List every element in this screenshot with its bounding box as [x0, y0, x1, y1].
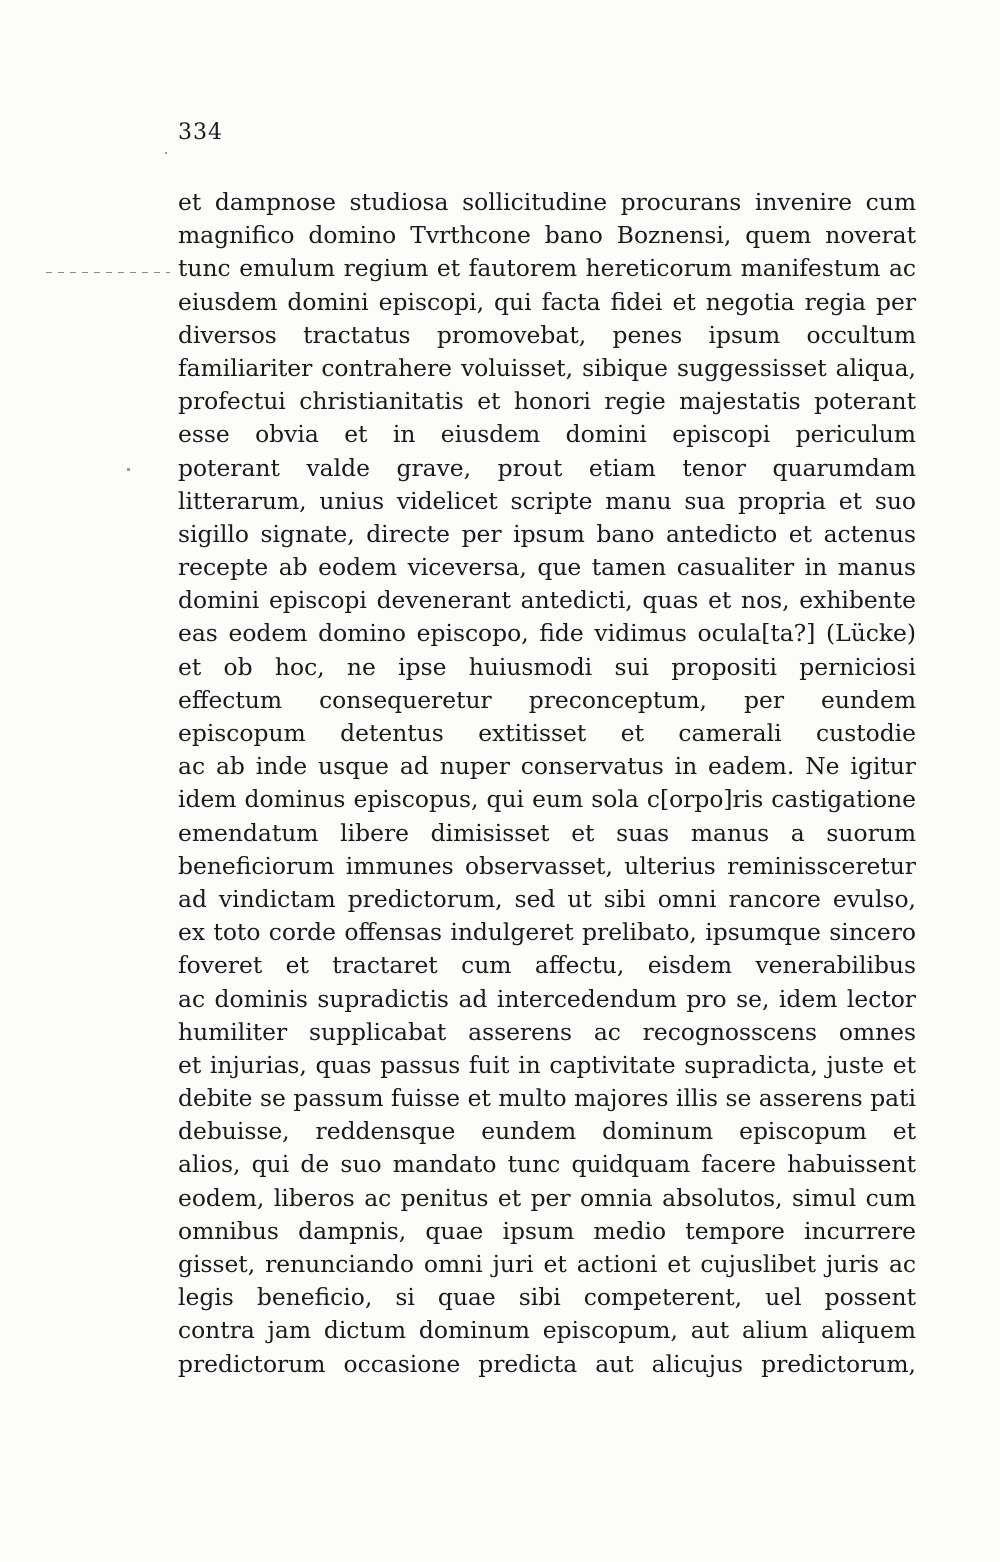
text-line: ex toto corde offensas indulgeret prelibato, ipsumque sincero [178, 918, 916, 947]
text-line: ac dominis supradictis ad intercedendum pro se, idem lector [178, 984, 916, 1013]
text-line: ad vindictam predictorum, sed ut sibi omni rancore evulso, [178, 884, 916, 913]
text-line: gisset, renunciando omni juri et actioni et cujuslibet juris ac [178, 1250, 916, 1278]
text-line: profectui christianitatis et honori regie majestatis poterant [178, 387, 916, 416]
text-line: idem dominus episcopus, qui eum sola c[orpo]ris castigatione [178, 785, 916, 814]
text-line: eas eodem domino episcopo, fide vidimus ocula[ta?] (Lücke) [178, 619, 916, 648]
text-line: familiariter contrahere voluisset, sibique suggessisset aliqua, [178, 353, 916, 382]
text-line: recepte ab eodem viceversa, que tamen casualiter in manus [178, 553, 916, 582]
text-line: sigillo signate, directe per ipsum bano antedicto et actenus [178, 519, 916, 548]
text-line: et dampnose studiosa sollicitudine procurans invenire cum [178, 188, 916, 216]
text-line: omnibus dampnis, quae ipsum medio tempore incurrere [178, 1216, 916, 1245]
text-line: predictorum occasione predicta aut alicujus predictorum, [178, 1349, 916, 1378]
text-line: et injurias, quas passus fuit in captivitate supradicta, juste et [178, 1050, 916, 1079]
body-text [178, 186, 916, 1381]
text-line: esse obvia et in eiusdem domini episcopi periculum [178, 420, 916, 449]
text-line: magnifico domino Tvrthcone bano Boznensi, quem noverat [178, 221, 916, 250]
text-line: beneficiorum immunes observasset, ulterius reminissceretur [178, 851, 916, 880]
scan-speck [165, 152, 167, 154]
text-line: episcopum detentus extitisset et camerali custodie [178, 719, 916, 747]
text-line: domini episcopi devenerant antedicti, quas et nos, exhibente [178, 586, 916, 615]
scan-speck [127, 468, 130, 471]
text-line: emendatum libere dimisisset et suas manus a suorum [178, 818, 916, 847]
page-number: 334 [178, 120, 223, 145]
text-line: poterant valde grave, prout etiam tenor quarumdam [178, 453, 916, 482]
text-line: tunc emulum regium et fautorem hereticorum manifestum ac [178, 254, 916, 283]
text-line: eodem, liberos ac penitus et per omnia absolutos, simul cum [178, 1183, 916, 1212]
text-line: et ob hoc, ne ipse huiusmodi sui propositi perniciosi [178, 652, 916, 681]
text-line: litterarum, unius videlicet scripte manu sua propria et suo [178, 486, 916, 515]
text-line: effectum consequeretur preconceptum, per eundem [178, 685, 916, 714]
text-line: eiusdem domini episcopi, qui facta fidei et negotia regia per [178, 287, 916, 316]
text-line: debuisse, reddensque eundem dominum episcopum et [178, 1117, 916, 1146]
text-line: foveret et tractaret cum affectu, eisdem venerabilibus [178, 951, 916, 980]
text-line: alios, qui de suo mandato tunc quidquam facere habuissent [178, 1150, 916, 1179]
text-line: diversos tractatus promovebat, penes ipsum occultum [178, 320, 916, 349]
text-line: contra jam dictum dominum episcopum, aut alium aliquem [178, 1316, 916, 1345]
text-line: ac ab inde usque ad nuper conservatus in eadem. Ne igitur [178, 752, 916, 781]
text-line: legis beneficio, si quae sibi competerent, uel possent [178, 1283, 916, 1312]
text-line: humiliter supplicabat asserens ac recognosscens omnes [178, 1017, 916, 1046]
scan-artifact-dashes [46, 272, 170, 273]
text-line: debite se passum fuisse et multo majores illis se asserens pati [178, 1084, 916, 1113]
